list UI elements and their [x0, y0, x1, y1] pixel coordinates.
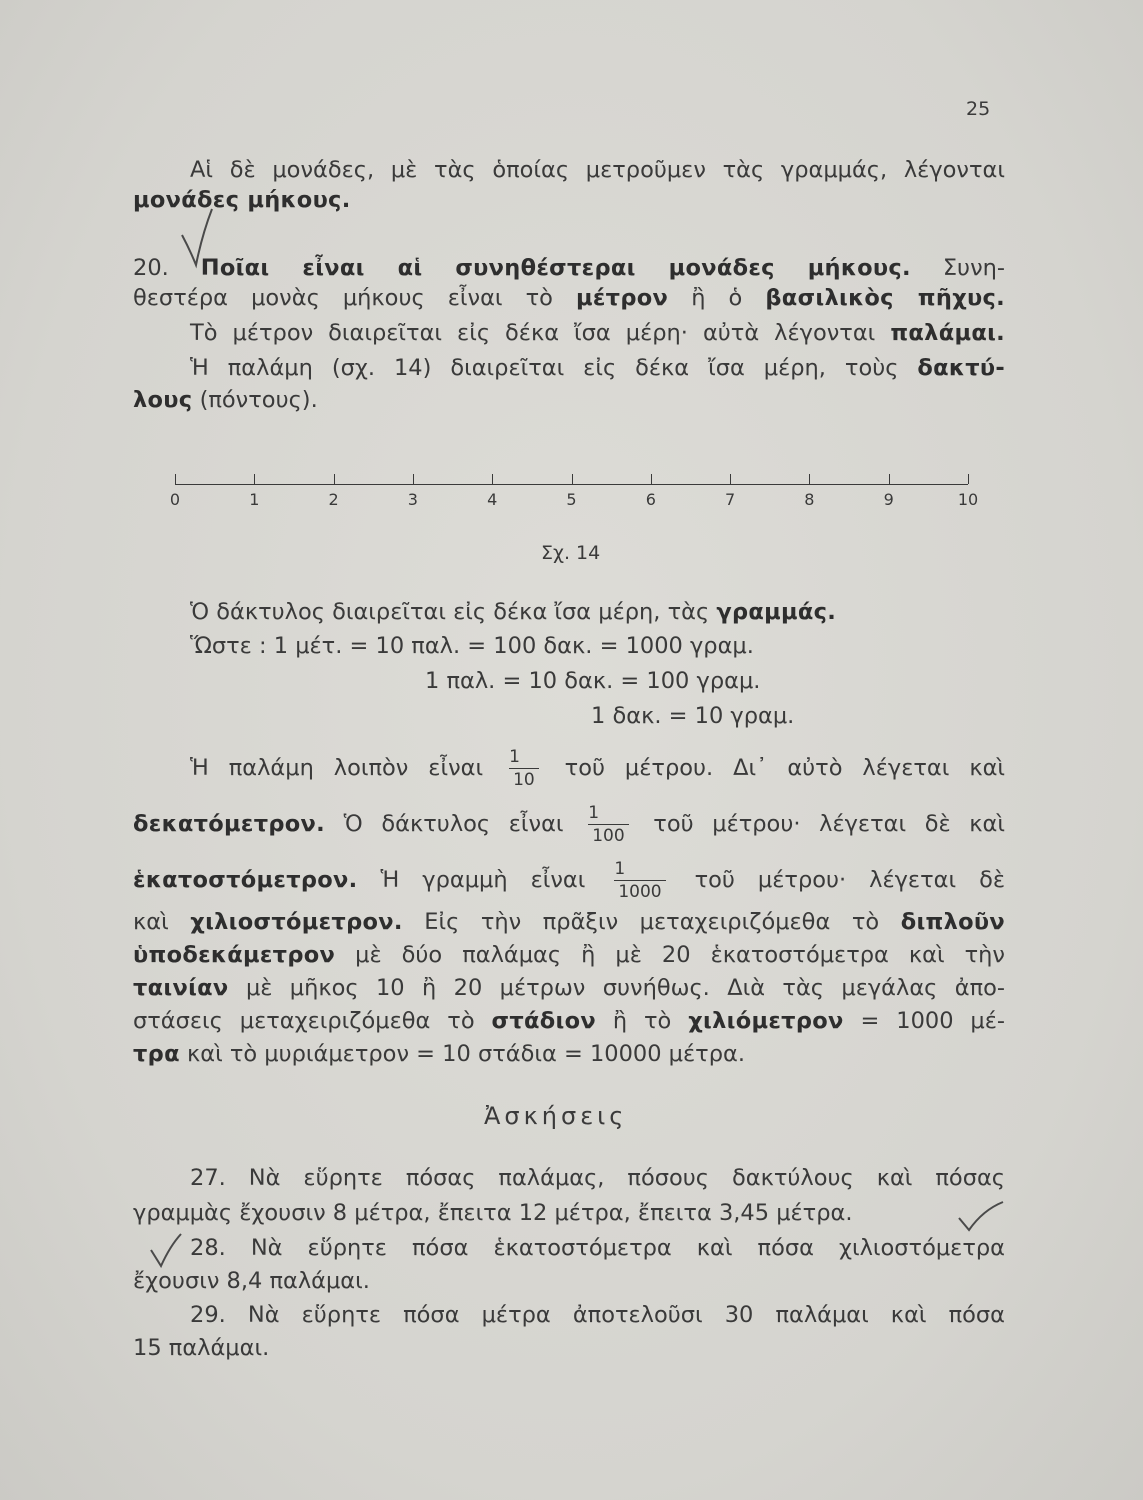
ruler-tick	[651, 474, 652, 484]
ruler-label: 1	[249, 490, 260, 509]
frac-line2: δεκατόμετρον. Ὁ δάκτυλος εἶναι $\frac{1}{100}$ τοῦ μέτρου· λέγεται δὲ καὶ	[133, 803, 1005, 846]
sec20-number: 20.	[133, 255, 169, 281]
ruler-tick	[968, 474, 969, 484]
term-chiliometron: χιλιόμετρον	[688, 1008, 844, 1034]
term-grammas: γραμμάς.	[716, 599, 837, 625]
frac-line7: στάσεις μεταχειριζόμεθα τὸ στάδιον ἢ τὸ χιλιόμετρον = 1000 μέ-	[133, 1008, 1006, 1034]
frac-line8: τρα καὶ τὸ μυριάμετρον = 10 στάδια = 10000 μέτρα.	[133, 1041, 745, 1067]
term-stadion: στάδιον	[491, 1008, 596, 1034]
handwritten-check-icon	[178, 205, 218, 270]
sec20-title: Ποῖαι εἶναι αἱ συνηθέστεραι μονάδες μήκους.	[200, 255, 911, 281]
handwritten-check-icon	[148, 1232, 184, 1270]
frac-line6: ταινίαν μὲ μῆκος 10 ἢ 20 μέτρων συνήθως. Διὰ τὰς μεγάλας ἀπο-	[133, 975, 1005, 1001]
ruler-tick	[889, 474, 890, 484]
sec20-line1: 20. Ποῖαι εἶναι αἱ συνηθέστεραι μονάδες μήκους. Συνη-	[133, 255, 1006, 281]
exercise-27-line2: γραμμὰς ἔχουσιν 8 μέτρα, ἔπειτα 12 μέτρα, ἔπειτα 3,45 μέτρα.	[133, 1200, 853, 1226]
exercise-29-line1: 29. Νὰ εὕρητε πόσα μέτρα ἀποτελοῦσι 30 παλάμαι καὶ πόσα	[190, 1302, 1005, 1328]
ruler-label: 4	[487, 490, 498, 509]
page-number: 25	[966, 98, 991, 120]
term-tainian: ταινίαν	[133, 975, 229, 1001]
frac-line3: ἑκατοστόμετρον. Ἡ γραμμὴ εἶναι $\frac{1}{1000}$ τοῦ μέτρου· λέγεται δὲ	[133, 859, 1005, 902]
ruler-label: 2	[328, 490, 339, 509]
ruler-tick	[492, 474, 493, 484]
ruler-tick	[254, 474, 255, 484]
term-diploun: διπλοῦν	[900, 909, 1006, 935]
ruler-label: 7	[725, 490, 736, 509]
term-units-of-length: μονάδες μήκους.	[133, 187, 351, 213]
exercise-28-line2: ἔχουσιν 8,4 παλάμαι.	[133, 1268, 370, 1294]
sec20-line5: λους (πόντους).	[133, 387, 318, 413]
ruler-label: 0	[169, 490, 181, 509]
ruler-tick	[809, 474, 810, 484]
para-after-fig: Ὁ δάκτυλος διαιρεῖται εἰς δέκα ἴσα μέρη, τὰς γραμμάς.	[190, 599, 837, 625]
equation-row-2: 1 παλ. = 10 δακ. = 100 γραμ.	[425, 668, 761, 694]
term-metron: μέτρον	[576, 285, 669, 311]
ruler-label: 6	[645, 490, 656, 509]
ruler-label: 5	[566, 490, 577, 509]
exercise-28-line1: 28. Νὰ εὕρητε πόσα ἑκατοστόμετρα καὶ πόσα χιλιοστόμετρα	[190, 1235, 1005, 1261]
exercise-29-line2: 15 παλάμαι.	[133, 1335, 270, 1361]
term-ypodekametron: ὑποδεκάμετρον	[133, 942, 336, 968]
sec20-line4: Ἡ παλάμη (σχ. 14) διαιρεῖται εἰς δέκα ἴσα μέρη, τοὺς δακτύ-	[190, 355, 1005, 381]
term-ekatostometron: ἑκατοστόμετρον.	[133, 867, 358, 893]
ruler-figure	[169, 474, 979, 519]
ruler-label: 10	[957, 490, 979, 509]
exercises-heading: Ἀσκήσεις	[484, 1102, 628, 1130]
ruler-tick	[413, 474, 414, 484]
para1-line1: Αἱ δὲ μονάδες, μὲ τὰς ὁποίας μετροῦμεν τὰς γραμμάς, λέγονται	[190, 157, 1005, 183]
ruler-tick	[334, 474, 335, 484]
term-daktylous: δακτύ-	[917, 355, 1005, 381]
ruler-tick	[175, 474, 176, 484]
fraction-1-100: $\frac{1}{100}$	[588, 802, 628, 847]
ruler-label: 3	[407, 490, 418, 509]
frac-line5: ὑποδεκάμετρον μὲ δύο παλάμας ἢ μὲ 20 ἑκατοστόμετρα καὶ τὴν	[133, 942, 1005, 968]
fraction-1-1000: $\frac{1}{1000}$	[614, 858, 665, 903]
ruler-label: 9	[883, 490, 894, 509]
ruler-tick	[572, 474, 573, 484]
ruler-label: 8	[804, 490, 815, 509]
term-vasilikos-pixys: βασιλικὸς πῆχυς.	[765, 285, 1006, 311]
equation-row-1: Ὥστε : 1 μέτ. = 10 παλ. = 100 δακ. = 1000 γραμ.	[190, 633, 754, 659]
ruler-baseline	[175, 484, 968, 485]
sec20-line3: Τὸ μέτρον διαιρεῖται εἰς δέκα ἴσα μέρη· αὐτὰ λέγονται παλάμαι.	[190, 320, 1005, 346]
fraction-1-10: $\frac{1}{10}$	[509, 746, 539, 791]
term-dekatometron: δεκατόμετρον.	[133, 811, 326, 837]
exercise-27-line1: 27. Νὰ εὕρητε πόσας παλάμας, πόσους δακτύλους καὶ πόσας	[190, 1165, 1005, 1191]
handwritten-check-icon	[957, 1200, 1005, 1234]
sec20-line2: θεστέρα μονὰς μήκους εἶναι τὸ μέτρον ἢ ὁ βασιλικὸς πῆχυς.	[133, 285, 1006, 311]
term-chiliostometron: χιλιοστόμετρον.	[190, 909, 403, 935]
term-palamai: παλάμαι.	[890, 320, 1005, 346]
equation-row-3: 1 δακ. = 10 γραμ.	[591, 703, 795, 729]
frac-line4: καὶ χιλιοστόμετρον. Εἰς τὴν πρᾶξιν μεταχειριζόμεθα τὸ διπλοῦν	[133, 909, 1006, 935]
frac-line1: Ἡ παλάμη λοιπὸν εἶναι $\frac{1}{10}$ τοῦ μέτρου. Δι᾽ αὐτὸ λέγεται καὶ	[190, 747, 1006, 790]
para1-line2	[133, 185, 1005, 215]
figure-caption: Σχ. 14	[541, 542, 601, 564]
ruler-tick	[730, 474, 731, 484]
